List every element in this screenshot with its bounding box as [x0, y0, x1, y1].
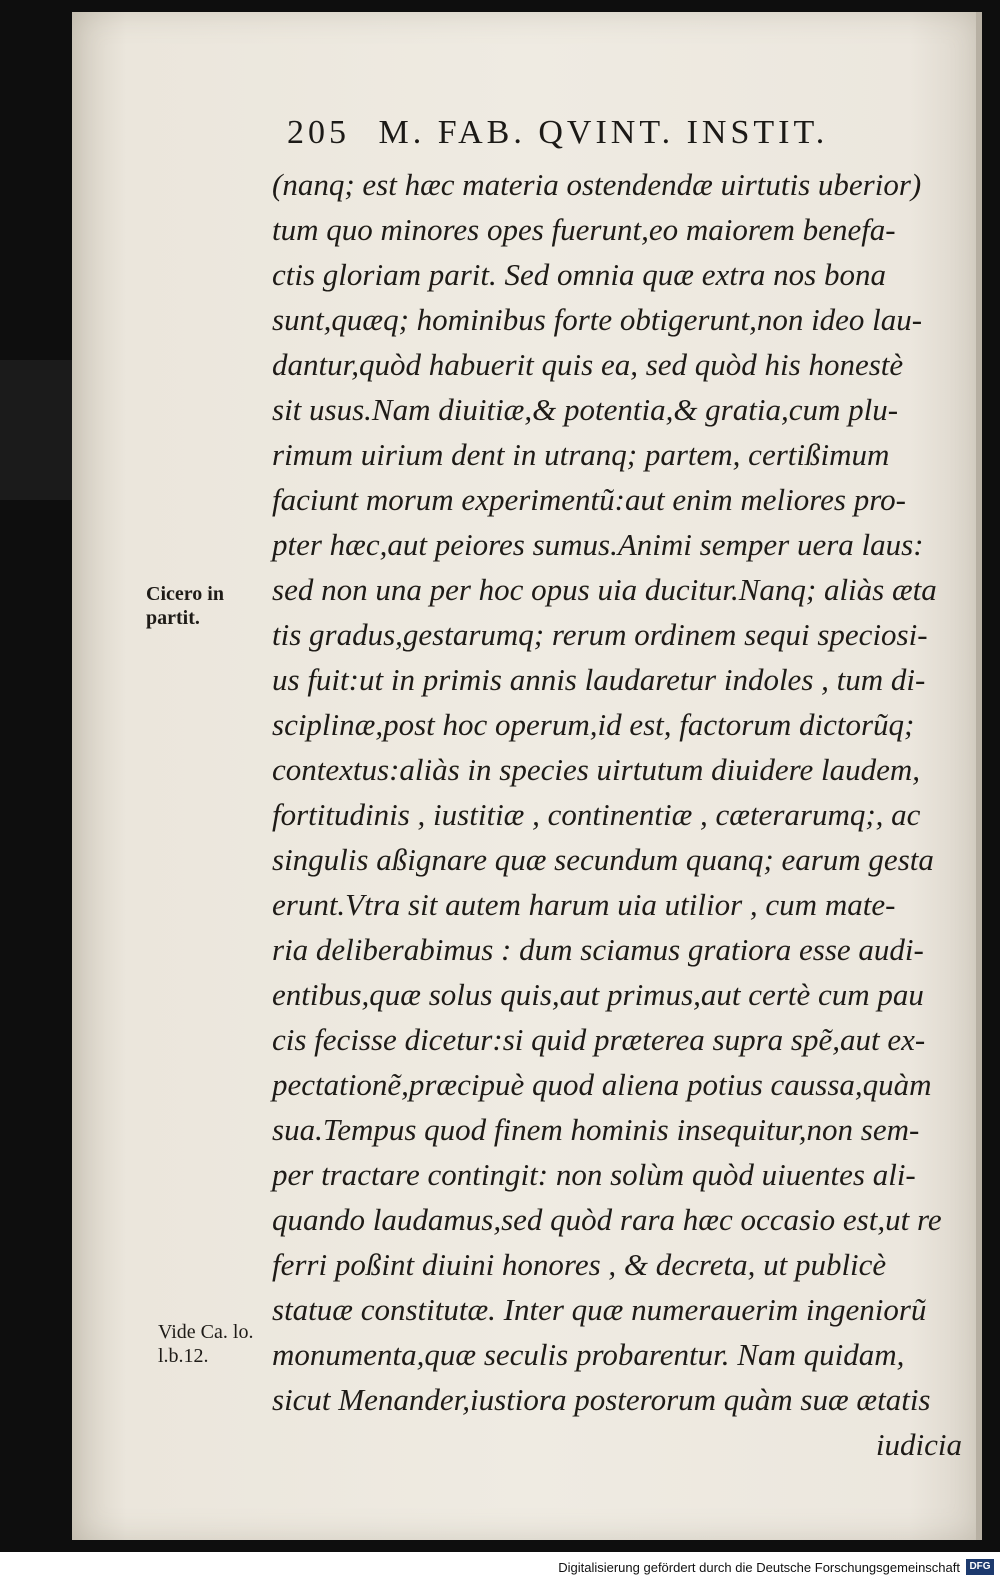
text-line: (nanq; est hæc materia ostendendæ uirtutis uberior): [272, 167, 922, 202]
text-line: monumenta,quæ seculis probarentur. Nam quidam,: [272, 1337, 905, 1372]
text-line: tum quo minores opes fuerunt,eo maiorem benefa-: [272, 212, 896, 247]
text-line: sit usus.Nam diuitiæ,& potentia,& gratia,cum plu-: [272, 392, 899, 427]
funding-credit: Digitalisierung gefördert durch die Deutsche Forschungsgemeinschaft: [558, 1560, 960, 1575]
text-line: entibus,quæ solus quis,aut primus,aut certè cum pau: [272, 977, 924, 1012]
text-line: sua.Tempus quod finem hominis insequitur,non sem-: [272, 1112, 920, 1147]
text-line: singulis aßignare quæ secundum quanq; earum gesta: [272, 842, 934, 877]
margin-note-line: partit.: [146, 607, 200, 629]
text-line: ria deliberabimus : dum sciamus gratiora esse audi-: [272, 932, 924, 967]
body-text: [272, 162, 962, 1467]
margin-note-line: l.b.12.: [158, 1345, 209, 1367]
text-line: us fuit:ut in primis annis laudaretur indoles , tum di-: [272, 662, 926, 697]
text-line: ferri poßint diuini honores , & decreta, ut publicè: [272, 1247, 887, 1282]
text-line: tis gradus,gestarumq; rerum ordinem sequi speciosi-: [272, 617, 928, 652]
text-line: quando laudamus,sed quòd rara hæc occasio est,ut re: [272, 1202, 942, 1237]
text-line: statuæ constitutæ. Inter quæ numerauerim ingeniorũ: [272, 1292, 927, 1327]
text-line: faciunt morum experimentũ:aut enim meliores pro-: [272, 482, 906, 517]
running-head: [287, 114, 927, 152]
dfg-logo: DFG: [966, 1559, 994, 1575]
text-line: per tractare contingit: non solùm quòd uiuentes ali-: [272, 1157, 916, 1192]
text-line: pectationẽ,præcipuè quod aliena potius caussa,quàm: [272, 1067, 932, 1102]
text-line: dantur,quòd habuerit quis ea, sed quòd his honestè: [272, 347, 904, 382]
text-line: sicut Menander,iustiora posterorum quàm suæ ætatis: [272, 1382, 931, 1417]
running-title: M. FAB. QVINT. INSTIT.: [378, 114, 829, 151]
text-line: ctis gloriam parit. Sed omnia quæ extra nos bona: [272, 257, 886, 292]
text-line: rimum uirium dent in utranq; partem, certißimum: [272, 437, 890, 472]
book-page: [72, 12, 982, 1540]
previous-page-edge: [0, 360, 72, 500]
text-line: sed non una per hoc opus uia ducitur.Nanq; aliàs æta: [272, 572, 937, 607]
text-line: erunt.Vtra sit autem harum uia utilior , cum mate-: [272, 887, 896, 922]
margin-note-vide: [158, 1320, 253, 1368]
footer-bar: [0, 1552, 1000, 1587]
page-edge: [976, 12, 982, 1540]
margin-note-line: Cicero in: [146, 583, 224, 605]
text-line: sciplinæ,post hoc operum,id est, factorum dictorũq;: [272, 707, 915, 742]
margin-note-line: Vide Ca. lo.: [158, 1321, 254, 1343]
text-line: sunt,quæq; hominibus forte obtigerunt,non ideo lau-: [272, 302, 923, 337]
catchword: iudicia: [875, 1427, 962, 1462]
page-number: 205: [287, 114, 350, 151]
text-line: cis fecisse dicetur:si quid præterea supra spẽ,aut ex-: [272, 1022, 926, 1057]
text-line: pter hæc,aut peiores sumus.Animi semper uera laus:: [272, 527, 924, 562]
text-line: fortitudinis , iustitiæ , continentiæ , cæterarumq;, ac: [272, 797, 921, 832]
margin-note-cicero: [146, 582, 224, 630]
text-line: contextus:aliàs in species uirtutum diuidere laudem,: [272, 752, 921, 787]
